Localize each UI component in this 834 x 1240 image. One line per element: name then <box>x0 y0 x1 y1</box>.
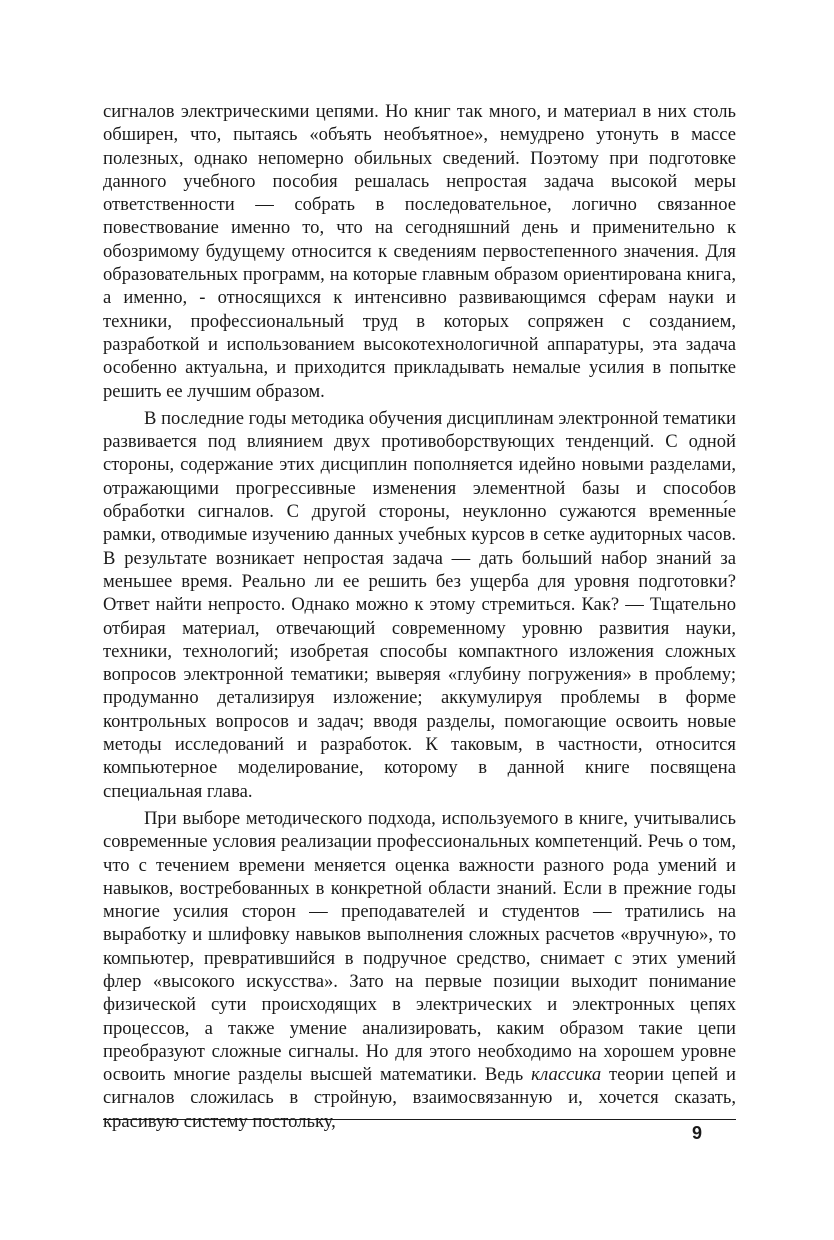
page-body <box>103 100 736 1142</box>
paragraph-approach-text-end: теории цепей и сигналов сложилась в стройную, взаимосвязанную и, хочется сказать, красивую систему постольку, <box>103 1064 736 1132</box>
italic-term: классика <box>531 1064 602 1086</box>
paragraph-methodology: В последние годы методика обучения дисциплинам электронной тематики развивается под влиянием двух противоборствующих тенденций. С одной стороны, содержание этих дисциплин пополняется идейно новыми разделами, отражающими прогрессивные изменения элементной базы и способов обработки сигналов. С другой стороны, неуклонно сужаются временны́е рамки, отводимые изучению данных учебных курсов в сетке аудиторных часов. В результате возникает непростая задача — дать больший набор знаний за меньшее время. Реально ли ее решить без ущерба для уровня подготовки? Ответ найти непросто. Однако можно к этому стремиться. Как? — Тщательно отбирая материал, отвечающий современному уровню развития науки, техники, технологий; изобретая способы компактного изложения сложных вопросов электронной тематики; выверяя «глубину погружения» в проблему; продуманно детализируя изложение; аккумулируя проблемы в форме контрольных вопросов и задач; вводя разделы, помогающие освоить новые методы исследований и разработок. К таковым, в частности, относится компьютерное моделирование, которому в данной книге посвящена специальная глава. <box>103 407 736 802</box>
paragraph-continued: сигналов электрическими цепями. Но книг так много, и материал в них столь обширен, что, пытаясь «объять необъятное», немудрено утонуть в массе полезных, однако непомерно обильных сведений. Поэтому при подготовке данного учебного пособия решалась непростая задача высокой меры ответственности — собрать в последовательное, логично связанное повествование именно то, что на сегодняшний день и применительно к обозримому будущему относится к сведениям первостепенного значения. Для образовательных программ, на которые главным образом ориентирована книга, а именно, - относящихся к интенсивно развивающимся сферам науки и техники, профессиональный труд в которых сопряжен с созданием, разработкой и использованием высокотехнологичной аппаратуры, эта задача особенно актуальна, и приходится прикладывать немалые усилия в попытке решить ее лучшим образом. <box>103 101 736 402</box>
paragraph-approach <box>103 807 736 1133</box>
page-number: 9 <box>691 1123 702 1143</box>
document-text <box>103 100 736 1133</box>
paragraph-approach-text-start: При выборе методического подхода, используемого в книге, учитывались современные условия реализации профессиональных компетенций. Речь о том, что с течением времени меняется оценка важности разного рода умений и навыков, востребованных в конкретной области знаний. Если в прежние годы многие усилия сторон — преподавателей и студентов — тратились на выработку и шлифовку навыков выполнения сложных расчетов «вручную», то компьютер, превратившийся в подручное средство, снимает с этих умений флер «высокого искусства». Зато на первые позиции выходит понимание физической сути происходящих в электрических и электронных цепях процессов, а также умение анализировать, каким образом такие цепи преобразуют сложные сигналы. Но для этого необходимо на хорошем уровне освоить многие разделы высшей математики. Ведь <box>103 807 736 1086</box>
footer-divider <box>103 1119 736 1120</box>
